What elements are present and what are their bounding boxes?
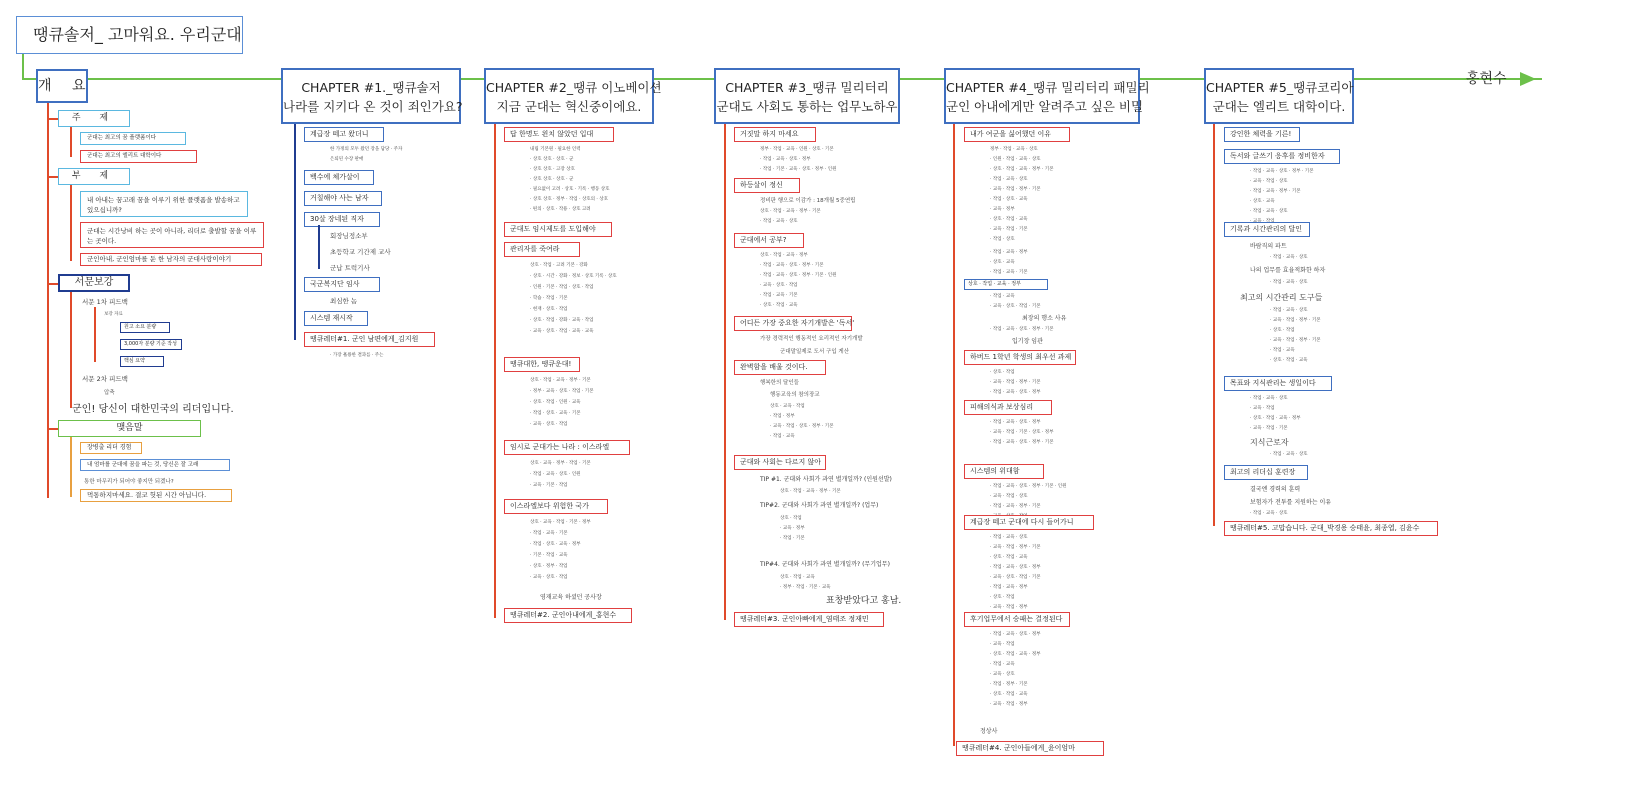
ch5-item-4[interactable]: 목표와 지식관리는 생일이다 <box>1224 376 1332 391</box>
ch1-item-2[interactable]: 백수에 체가살이 <box>304 170 374 185</box>
preface-item-2[interactable]: 서문 2차 피드백 <box>82 375 128 383</box>
ch4-item-2[interactable]: 하버드 1학년 학생의 최우선 과제 <box>964 350 1076 365</box>
ch3-item-4[interactable]: 어디든 가장 중요한 자기개발은 '독서' <box>734 316 852 331</box>
ch3-sub-5[interactable]: 행동교육의 참의장교 <box>770 392 820 398</box>
ch5-item-2[interactable]: 독서와 글쓰기 응후를 정비한자 <box>1224 149 1340 164</box>
ch4-sub-2[interactable]: 입기장 임관 <box>1012 338 1043 345</box>
intro-topic[interactable]: 개 요 <box>36 69 88 103</box>
theme-item-2[interactable]: 군대는 최고의 엘리트 대학이다 <box>80 150 197 163</box>
ch3-item-7[interactable]: 땡큐레터#3. 군인아빠에게_염태조 정재민 <box>734 612 884 627</box>
ch1-sub-3[interactable]: 군납 트럭기사 <box>330 264 370 272</box>
ch1-sub-1[interactable]: 회장님정소부 <box>330 232 368 240</box>
ch2-item-5[interactable]: 임시로 군대가는 나라 : 이스라엘 <box>504 440 630 455</box>
chapter-3-topic[interactable]: CHAPTER #3_땡큐 밀리터리 군대도 사회도 통하는 업무노하우 <box>714 68 900 124</box>
root-topic[interactable]: 땡큐솔저_ 고마워요. 우리군대 <box>16 16 243 54</box>
ch1-sub-2[interactable]: 초등학교 기간제 교사 <box>330 248 391 256</box>
ch2-sub-1[interactable]: 영재교육 하셨던 공사장 <box>540 594 602 601</box>
ch1-item-3[interactable]: 거칠해야 사는 남자 <box>304 191 382 206</box>
root-connector <box>22 54 24 79</box>
ch5-sub-2[interactable]: 나의 업무를 효율적화한 하자 <box>1250 267 1326 274</box>
epilogue-item-4[interactable]: 먹통하지마세요. 결코 헛된 시간 아닙니다. <box>80 489 232 502</box>
theme-node[interactable]: 주 제 <box>58 110 130 127</box>
ch3-sub-9[interactable]: 표창받았다고 홍남. <box>826 596 902 606</box>
sub-item-1[interactable]: 내 아내는 꿈고래 꿈을 이루기 위한 플랫폼을 발송하고 있으십니까? <box>80 191 248 217</box>
ch3-sub-4[interactable]: 행복한의 달인들 <box>760 380 799 386</box>
ch5-item-5[interactable]: 최고의 리더십 훈련장 <box>1224 465 1308 480</box>
ch3-sub-7[interactable]: TIP#2. 군대와 사회가 과연 별개일까? (업무) <box>760 502 879 509</box>
ch5-sub-5[interactable]: 결국엔 경력의 훈력 <box>1250 486 1301 493</box>
ch3-item-5[interactable]: 완벽함을 배울 것이다. <box>734 360 826 375</box>
ch4-item-5[interactable]: 계급장 떼고 군대에 다시 들어가니 <box>964 515 1094 530</box>
end-label: 홍현수 <box>1466 71 1507 87</box>
ch2-item-6[interactable]: 이스라엘보다 위험한 국가 <box>504 499 608 514</box>
ch3-item-1[interactable]: 거짓말 하지 마세요 <box>734 127 816 142</box>
ch5-item-6[interactable]: 땡큐레터#5. 고맙습니다. 군대_박경용 승태윤, 최종엽, 김윤수 <box>1224 521 1438 536</box>
preface-item-1[interactable]: 서문 1차 피드백 <box>82 298 128 306</box>
ch1-item-4[interactable]: 30살 장네된 직자 <box>304 212 380 227</box>
ch3-sub-3[interactable]: 군대말일제로 도서 구입 게산 <box>780 349 850 355</box>
epilogue-item-2[interactable]: 내 엄마를 군대에 꿈을 파는 것, 당신은 잘 고래 <box>80 459 230 471</box>
ch1-item-1[interactable]: 계급장 떼고 왔더니 <box>304 127 384 142</box>
ch1-item-5[interactable]: 국군복지단 임사 <box>304 277 380 292</box>
ch5-sub-4[interactable]: 지식근로자 <box>1250 438 1289 447</box>
ch4-item-4[interactable]: 시스템의 위대함 <box>964 464 1044 479</box>
ch4-sub-3[interactable]: 정상사 <box>980 728 998 735</box>
ch3-item-2[interactable]: 하등살이 정신 <box>734 178 800 193</box>
ch5-sub-3[interactable]: 최고의 시간관리 도구들 <box>1240 293 1323 302</box>
ch3-item-3[interactable]: 군대에서 공부? <box>734 233 804 248</box>
ch3-sub-6[interactable]: TIP #1. 군대와 사회가 과연 별개일까? (인원선발) <box>760 476 892 483</box>
ch5-sub-6[interactable]: 보험자가 전투를 지원하는 이유 <box>1250 499 1332 506</box>
ch3-sub-1[interactable]: 정비판 행으로 이감가 : 18개월 5중연립 <box>760 198 856 204</box>
ch4-item-1[interactable]: 내가 여군을 싫어했던 이유 <box>964 127 1070 142</box>
intro-branch-line <box>47 103 49 498</box>
chapter-5-topic[interactable]: CHAPTER #5_땡큐코리아 군대는 엘리트 대학이다. <box>1204 68 1354 124</box>
ch1-sub-4[interactable]: 최심한 놈 <box>330 297 358 305</box>
ch4-item-6[interactable]: 후기업무에서 승패는 결정된다 <box>964 612 1070 627</box>
sub-item-2[interactable]: 군대는 시간낭비 하는 곳이 아니라, 리더로 출발할 꿈을 이루는 곳이다. <box>80 222 264 248</box>
ch4-item-3[interactable]: 피해의식과 보상심리 <box>964 400 1052 415</box>
preface-item-3[interactable]: 군인! 당신이 대한민국의 리더입니다. <box>72 404 234 415</box>
epilogue-item-3[interactable]: 통한 마무리가 되어야 좋지만 되겠나? <box>84 479 174 485</box>
ch4-sub-1[interactable]: 최장의 행소 사유 <box>1022 315 1067 322</box>
sub-item-3[interactable]: 군인아내, 군인엄마를 둔 한 남자의 군대사랑이야기 <box>80 253 262 266</box>
ch2-item-3[interactable]: 관리자를 죽여라 <box>504 242 580 257</box>
ch2-item-1[interactable]: 답 한명도 왼치 않았던 입대 <box>504 127 614 142</box>
chapter-4-topic[interactable]: CHAPTER #4_땡큐 밀리터리 패밀리 군인 아내에게만 알려주고 싶은 비밀 <box>944 68 1140 124</box>
preface-node[interactable]: 서문보강 <box>58 274 130 292</box>
theme-item-1[interactable]: 군대는 최고의 꿈 플랫폼이다 <box>80 132 186 145</box>
ch1-item-6[interactable]: 시스템 재시작 <box>304 311 368 326</box>
chapter-2-topic[interactable]: CHAPTER #2_땡큐 이노베이션 지금 군대는 혁신중이에요. <box>484 68 654 124</box>
timeline-arrow-icon <box>1520 72 1536 86</box>
ch4-item-7[interactable]: 땡큐레터#4. 군인아들에게_윤이엄마 <box>956 741 1104 756</box>
ch3-item-6[interactable]: 군대와 사회는 다르지 않아 <box>734 455 826 470</box>
ch5-item-3[interactable]: 기록과 시간관리의 달인 <box>1224 222 1310 237</box>
epilogue-item-1[interactable]: 장병출 리더 경험 <box>80 442 142 454</box>
ch5-sub-1[interactable]: 바람직의 파트 <box>1250 243 1287 250</box>
ch5-item-1[interactable]: 강인한 체력을 기른! <box>1224 127 1300 142</box>
ch2-item-2[interactable]: 군대도 임시제도를 도입해야 <box>504 222 612 237</box>
ch2-item-4[interactable]: 땡큐대한, 땡큐운대! <box>504 357 580 372</box>
sub-node[interactable]: 부 제 <box>58 168 130 185</box>
ch1-item-7[interactable]: 땡큐레터#1. 군인 남편에게_김지원 <box>304 332 435 347</box>
epilogue-node[interactable]: 맺음말 <box>58 420 201 437</box>
ch3-sub-2[interactable]: 가장 경력적인 행동적인 요리적인 자기개발 <box>760 336 863 342</box>
ch3-sub-8[interactable]: TIP#4. 군대와 사회가 과연 별개일까? (무기업무) <box>760 561 890 568</box>
chapter-1-topic[interactable]: CHAPTER #1._땡큐솔저 나라를 지키다 온 것이 죄인가요? <box>281 68 461 124</box>
ch2-item-7[interactable]: 땡큐레터#2. 군인아내에게_홍현수 <box>504 608 632 623</box>
